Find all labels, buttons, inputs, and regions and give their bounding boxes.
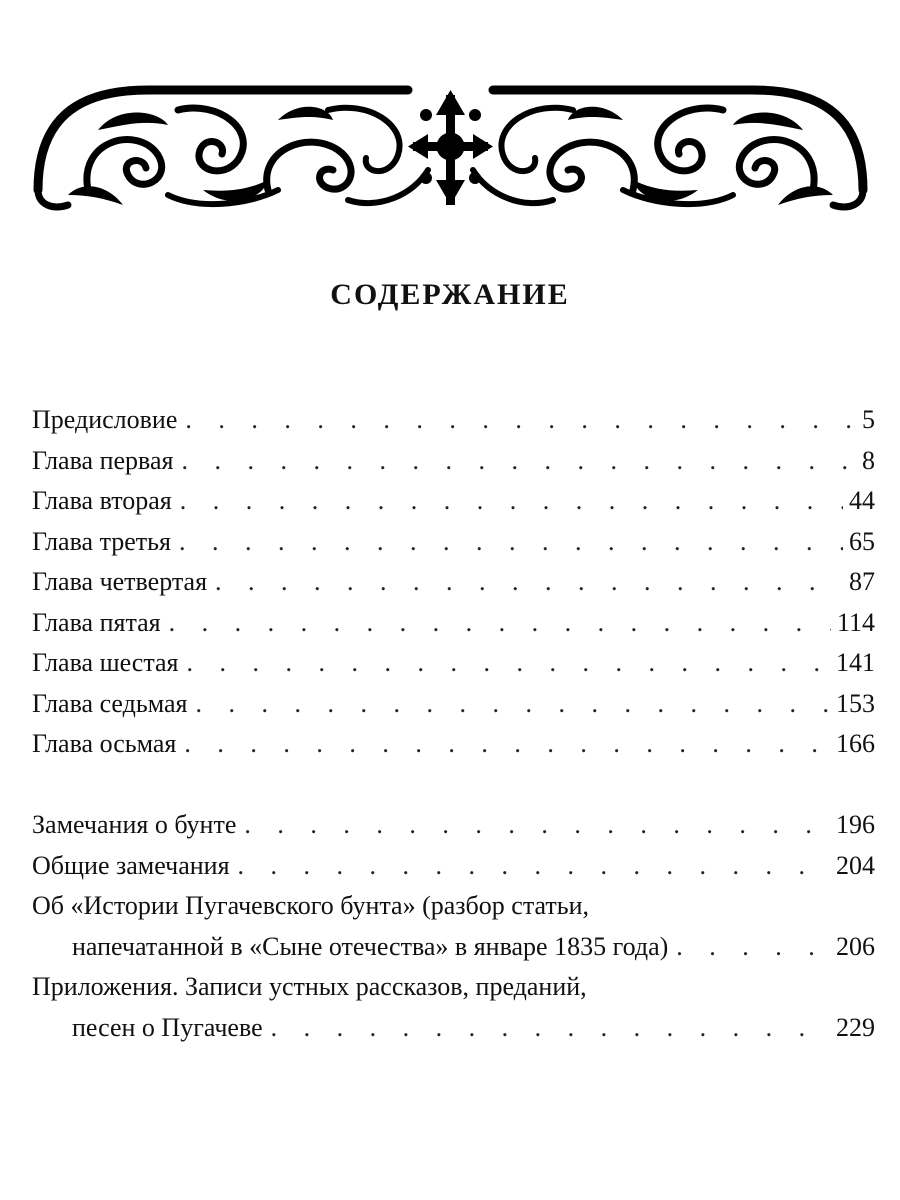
dot-leader [187, 643, 831, 684]
toc-entry-page: 153 [836, 688, 875, 718]
toc-entry [32, 643, 875, 684]
decorative-ornament-border [28, 70, 873, 220]
toc-entry [32, 441, 875, 482]
toc-entry-title: Замечания о бунте [32, 810, 237, 839]
toc-entry-page: 166 [836, 729, 875, 758]
toc-entry-page: 5 [862, 405, 875, 434]
toc-entry-title: Глава первая [32, 445, 174, 475]
toc-entry [32, 603, 875, 644]
dot-leader [271, 1008, 830, 1049]
toc-entry-page: 114 [836, 607, 875, 637]
toc-entry [32, 400, 875, 441]
toc-entry-title: Глава седьмая [32, 688, 188, 718]
toc-entry-title: Глава шестая [32, 648, 179, 677]
toc-entry-page: 196 [836, 810, 875, 839]
toc-entry [32, 724, 875, 765]
toc-entry-page: 65 [849, 526, 875, 556]
toc-group-chapters [32, 400, 875, 765]
toc-group-appendices [32, 805, 875, 1048]
toc-entry-title: напечатанной в «Сыне отечества» в январе 1835 года) [72, 931, 669, 961]
toc-entry-page: 87 [849, 567, 875, 596]
toc-entry [32, 1008, 875, 1049]
dot-leader [238, 846, 830, 887]
toc-entry-title: Глава вторая [32, 486, 172, 515]
dot-leader [181, 441, 856, 482]
toc-entry [32, 562, 875, 603]
toc-entry [32, 684, 875, 725]
toc-entry-page: 141 [836, 648, 875, 677]
toc-entry [32, 846, 875, 887]
dot-leader [185, 400, 856, 441]
toc-entry-page: 206 [836, 931, 875, 961]
dot-leader [169, 603, 831, 644]
dot-leader [676, 927, 830, 968]
toc-entry-page: 204 [836, 850, 875, 880]
toc-entry [32, 481, 875, 522]
toc-entry-title: Предисловие [32, 405, 178, 434]
dot-leader [184, 724, 830, 765]
dot-leader [179, 522, 843, 563]
toc-entry-title: Глава третья [32, 526, 171, 556]
toc-entry-first-line: Приложения. Записи устных рассказов, преданий, [32, 972, 587, 1001]
toc-entry-title: Глава пятая [32, 607, 161, 637]
toc-entry [32, 522, 875, 563]
dot-leader [180, 481, 843, 522]
toc-entry-title: песен о Пугачеве [72, 1012, 263, 1042]
toc-entry-first-line: Об «Истории Пугачевского бунта» (разбор статьи, [32, 891, 590, 920]
page-title: СОДЕРЖАНИЕ [330, 278, 570, 311]
toc-entry [32, 927, 875, 968]
toc-entry-page: 44 [849, 486, 875, 515]
toc-entry-title: Глава четвертая [32, 567, 208, 596]
toc-entry-page: 229 [836, 1012, 875, 1042]
toc-entry [32, 805, 875, 846]
toc-entry-page: 8 [862, 445, 875, 475]
dot-leader [195, 684, 830, 725]
dot-leader [244, 805, 830, 846]
toc-entry-title: Общие замечания [32, 850, 230, 880]
toc-entry-title: Глава осьмая [32, 729, 177, 758]
dot-leader [215, 562, 843, 603]
